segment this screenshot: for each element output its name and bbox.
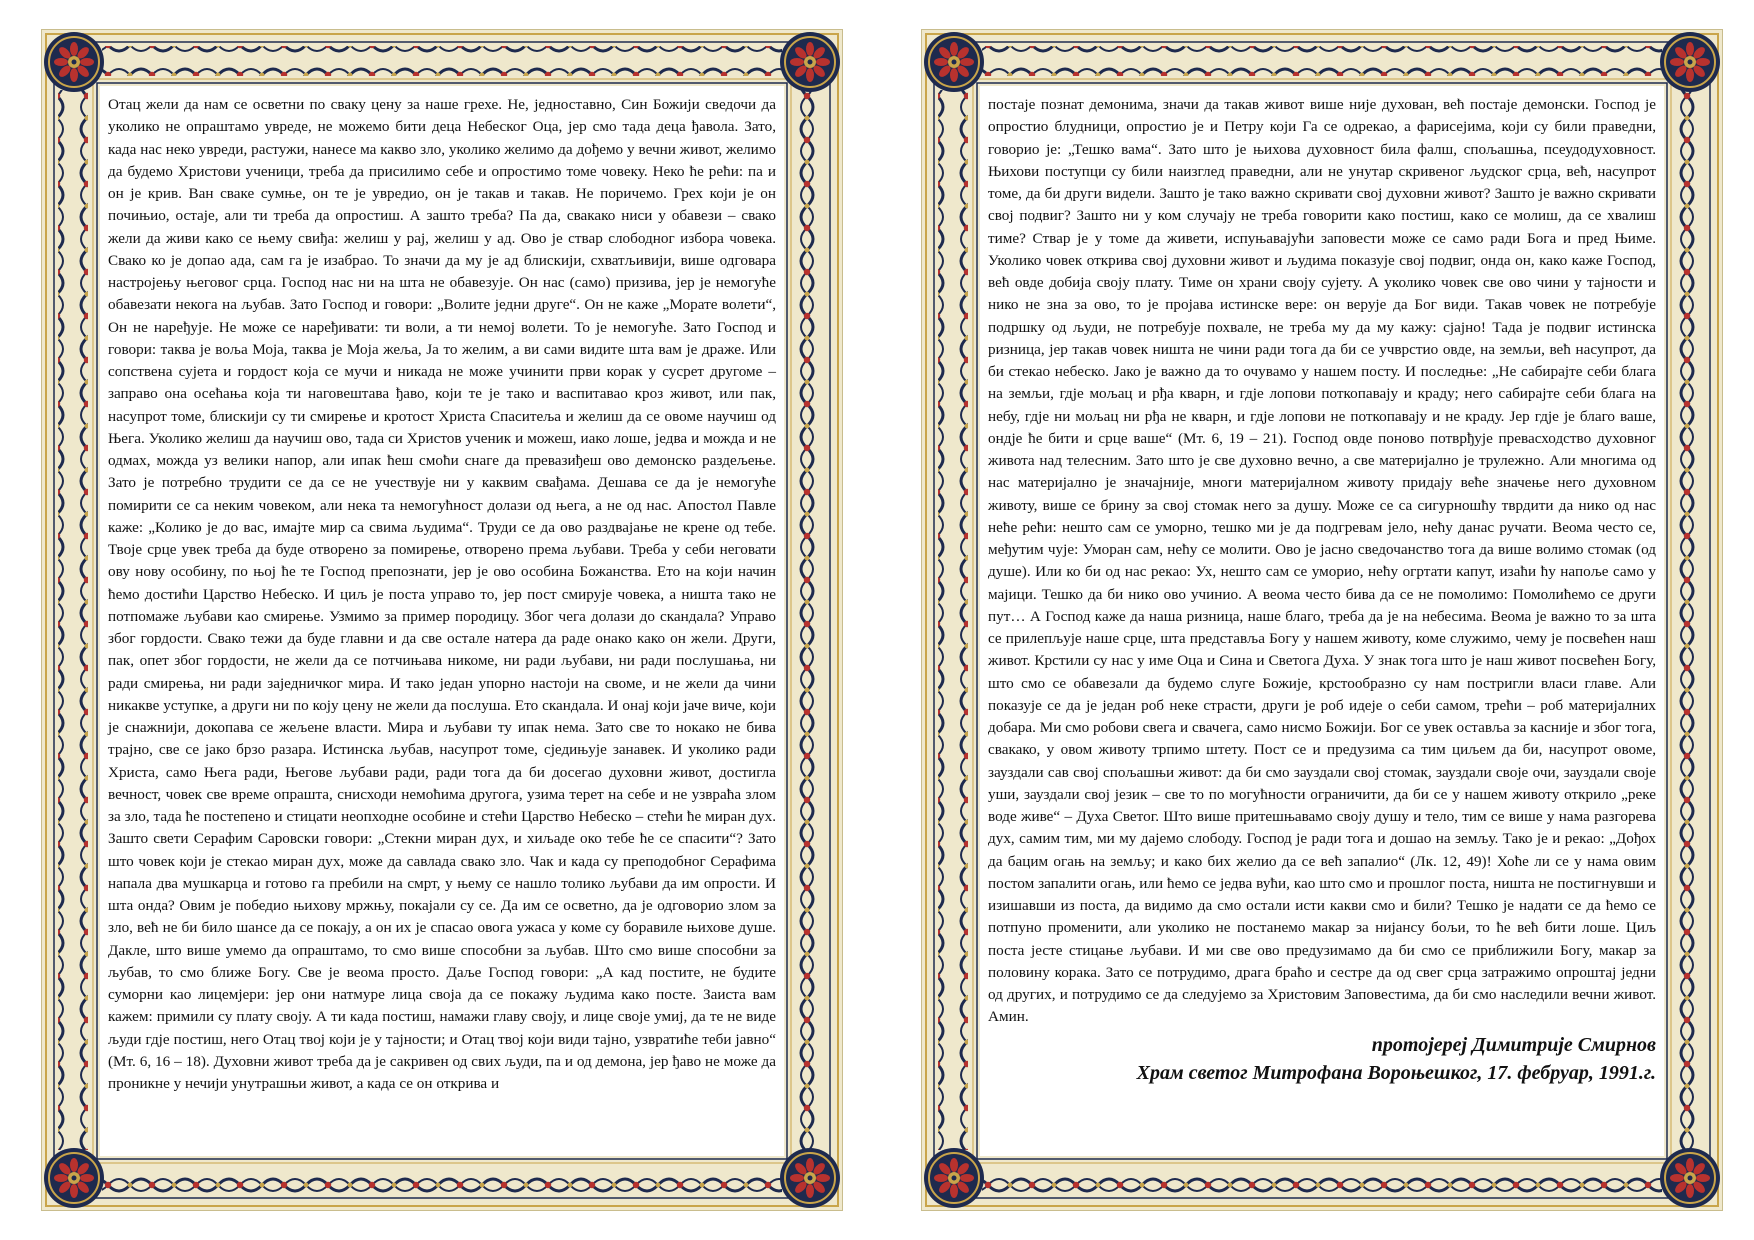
left-body-text: Отац жели да нам се осветни по сваку цену за наше грехе. Не, једноставно, Син Божији сведочи да уколико не опраштамо увреде, не можемо бити деца Небеског Оца, јер смо тада деца ђавола. Зато, када нас неко увреди, растужи, нанесе ма какво зло, уколико желимо да дођемо у вечни живот, желимо да будемо Христови ученици, треба да присилимо себе и опростимо томе човеку. Неко ће рећи: па и он је крив. Ван сваке сумње, он те је увредио, он је такав и такав. Не поричемо. Грех који је он почињио, остаје, али ти треба да опростиш. А зашто треба? Па да, свакако ниси у обавези – свако жели да живи како се њему свиђа: желиш у рај, желиш у ад. Ово је ствар слободног избора човека. Свако ко је допао ада, сам га је изабрао. То значи да му је ад блискији, схватљивији, више одговара настројењу његовог срца. Господ нас ни на шта не обавезује. Он нас (само) призива, јер је немогуће обавезати некога на љубав. Зато Господ и говори: „Волите једни друге“. Он не каже „Морате волети“, Он не наређује. Не може се наређивати: ти воли, а ти немој волети. То је немогуће. Зато Господ и говори: таква је воља Моја, таква је Моја жеља, Ја то желим, а ви сами видите шта вам је драже. Или сопствена сујета и гордост која се мучи и никада не може учинити први корак у сусрет другоме – заправо она осећања која ти наговештава ђаво, који те је тако и васпитавао кроз живот, или пак, насупрот томе, блискији су ти смирење и кротост Христа Спаситеља и желиш да се овоме научиш од Њега. Уколико желиш да научиш ово, тада си Христов ученик и можеш, иако лоше, једва и можда и не одмах, можда уз велики напор, али ипак ћеш смоћи снаге да превазиђеш ово демонско раздељење. Зато је потребно трудити се да се не учествује ни у каквим свађама. Дешава се да је немогуће помирити се са неким човеком, али нека та немогућност долази од њега, а не од нас. Апостол Павле каже: „Колико је до вас, имајте мир са свима људима“. Труди се да ово раздвајање не крене од тебе. Твоје срце увек треба да буде отворено за помирење, отворено према љубави. Треба у себи неговати ову нову особину, по њој ће те Господ препознати, јер је ово особина Божанства. Ето на који начин ћемо достићи Царство Небеско. И циљ је поста управо то, јер пост смирује човека, а ништа тако не потпомаже љубави као смирење. Узмимо за пример породицу. Због чега долази до скандала? Управо због гордости. Свако тежи да буде главни и да све остале натера да раде онако како он жели. Други, пак, опет због гордости, не жели да се потчињава никоме, ни ради љубави, ни ради послушања, ни ради смирења, ни ради заједничког мира. И тако један упорно настоји на своме, и не жели да чини никакве уступке, а други ни по коју цену не жели да послуша. Ето скандала. И онај који јаче виче, који је снажнији, докопава се жељене власти. Мира и љубави ту ипак нема. Зато све то нокако не бива трајно, све се јако брзо разара. Истинска љубав, насупрот томе, сједињује занавек. И уколико ради Христа, само Њега ради, Његове љубави ради, ради тога да би досегао духовни живот, достигла вечност, човек све време опрашта, снисходи немоћима другога, узима терет на себе и не узвраћа злом за зло, тада ће постепено и стицати неопходне особине и стећи Царство Небеско – стећи ће миран дух. Зашто свети Серафим Саровски говори: „Стекни миран дух, и хиљаде око тебе ће се спасити“? Зато што човек који је стекао миран дух, може да савлада свако зло. Чак и када су преподобног Серафима напала два мушкарца и готово га пребили на смрт, у њему се нашло толико љубави да им опрости. И шта онда? Овим је победио њихову мржњу, покајали су се. Да им се осветно, да је одговорио злом за зло, већ не би било шансе да се покају, а он их је спасао овога ужаса у коме су боравиле њихове душе. Дакле, што више умемо да опраштамо, то смо више способни за љубав. Што смо више способни за љубав, то смо ближе Богу. Све је веома просто. Даље Господ говори: „А кад постите, не будите суморни као лицемјери: јер они натмуре лица своја да се покажу људима како посте. Заиста вам кажем: примили су плату своју. А ти када постиш, намажи главу своју, и лице своје умиј, да те не виде људи гдје постиш, него Отац твој који је у тајности; и Отац твој који види тајно, узвратиће теби јавно“ (Мт. 6, 16 – 18). Духовни живот треба да је сакривен од свих људи, па и од демона, јер ђаво не може да проникне у нечији унутрашњи живот, а када се он открива и	[108, 96, 776, 1092]
rosette-icon	[1660, 1148, 1720, 1208]
rosette-icon	[1660, 32, 1720, 92]
rosette-icon	[924, 1148, 984, 1208]
rosette-icon	[44, 32, 104, 92]
right-text-panel	[980, 86, 1664, 1156]
rosette-icon	[780, 32, 840, 92]
rosette-icon	[924, 32, 984, 92]
right-page	[922, 30, 1722, 1210]
signature-author: протојереј Димитрије Смирнов	[1371, 1033, 1656, 1056]
left-page	[42, 30, 842, 1210]
rosette-icon	[44, 1148, 104, 1208]
right-body-text: постаје познат демонима, значи да такав живот више није духован, већ постаје демонски. Господ је опростио блудници, опростио је и Петру који Га се одрекао, а фарисејима, који су били праведни, говорио је: „Тешко вама“. Зато што је њихова духовност била фалш, спољашња, псеудодуховност. Њихови поступци су били наизглед праведни, али не унутар скривеног људског срца, већ, насупрот томе, да би други видели. Зашто је тако важно скривати свој духовни живот? Зашто је важно скривати свој подвиг? Зашто ни у ком случају не треба говорити како постиш, како се молиш, да се хвалиш тиме? Ствар је у томе да живети, испуњавајући заповести може се само ради Бога и пред Њиме. Уколико човек открива свој духовни живот и људима показује свој подвиг, онда он, како каже Господ, већ овде добија своју плату. Тиме он храни своју сујету. А уколико човек све ово чини у тајности и нико не зна за ово, то је пројава истинске вере: он верује да Бог види. Такав човек не потребује подршку од људи, не потребује похвале, не треба му да му кажу: сјајно! Тада је подвиг истинска ризница, јер такав човек ништа не чини ради тога да би се учврстио овде, на земљи, већ насупрот, да би стекао небеско. Јако је важно да то очувамо у нашем посту. И последње: „Не сабирајте себи блага на земљи, гдје мољац и рђа кварн, и гдје лопови поткопавају и краду; него сабирајте себи блага на небу, гдје ни мољац ни рђа не кварн, и гдје лопови не поткопавају и не краду. Јер гдје је благо ваше, ондје ће бити и срце ваше“ (Мт. 6, 19 – 21). Господ овде поново потврђује превасходство духовног живота над телесним. Зато што је све духовно вечно, а све материјално је трулежно. Али многима од нас материјално је значајније, многи материјалном животу придају веће значење него духовном животу, више се брину за свој стомак него за душу. Може се са сигурношћу тврдити да нико од нас неће рећи: нешто сам се уморно, тешко ми је да подгревам јело, нећу данас ручати. Веома често се, међутим чује: Уморан сам, нећу се молити. Ово је јасно сведочанство тога да више волимо стомак (од душе). Или ко би од нас рекао: Ух, нешто сам се уморио, нећу огртати капут, изаћи ћу напоље само у мајици. Тешко да би нико ово учинио. А веома често бива да се не помолимо: Помолићемо се други пут… А Господ каже да наша ризница, наше благо, треба да је на небесима. Веома је важно то за шта се прилепљује наше срце, шта представља Богу у нашем животу, коме служимо, чему је посвећен наш живот. Крстили су нас у име Оца и Сина и Светога Духа. У знак тога што је наш живот посвећен Богу, што смо се обавезали да будемо слуге Божије, крстообразно су нам постригли власи главе. Али показује се да је један роб неке страсти, други је роб идеје о себи самом, трећи – роб материјалних добара. Ми смо робови свега и свачега, само нисмо Божији. Бог се увек оставља за касније и због тога, свакако, у овом животу трпимо штету. Пост се и предузима са тим циљем да би, насупрот овоме, зауздали сав свој спољашњи живот: да би смо зауздали свој стомак, зауздали своје очи, зауздали своје уши, зауздали свој језик – све то по могућности ограничити, да би се у нашем животу открило „реке воде живе“ – Духа Светог. Што више притешњавамо своју душу и тело, тим се више у нама разгорева дух, самим тим, ми му дајемо слободу. Господ је ради тога и дошао на земљу. Тако је и рекао: „Дођох да бацим огањ на земљу; и како бих желио да се већ запалио“ (Лк. 12, 49)! Хоће ли се у нама овим постом запалити огањ, или ћемо се једва вући, као што смо и прошлог поста, ништа не постигнувши и изишавши из поста, да видимо да смо остали исти какви смо и били? Тешко је надати се да ћемо се потпуно променити, али уколико не постанемо макар за нијансу бољи, то ће већ бити лоше. Циљ поста јесте стицање љубави. И ми све ово предузимамо да би смо се приближили Богу, макар за половину корака. Зато се потрудимо, драга браћо и сестре да од свег срца затражимо опроштај једни од других, и потрудимо се да следујемо за Христовим Заповестима, да би смо наследили вечни живот. Амин.	[988, 96, 1656, 1026]
left-text-panel	[100, 86, 784, 1156]
rosette-icon	[780, 1148, 840, 1208]
signature-place: Храм светог Митрофана Вороњешког, 17. фебруар, 1991.г.	[1136, 1061, 1656, 1084]
